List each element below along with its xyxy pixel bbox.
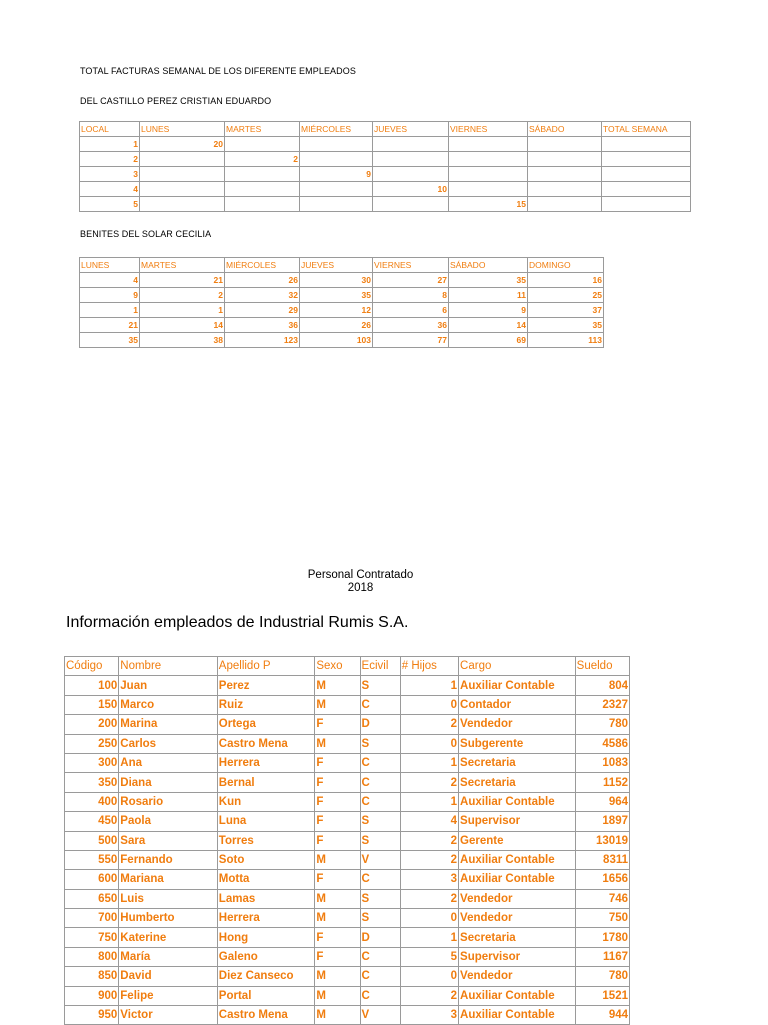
table-cell: 9 [300, 167, 373, 182]
table-cell: M [315, 695, 360, 714]
table-cell: 8311 [575, 850, 629, 869]
table-row [80, 182, 691, 197]
table-cell: C [360, 792, 400, 811]
table-cell: 1780 [575, 928, 629, 947]
table-cell [373, 137, 449, 152]
table-cell: 26 [300, 318, 373, 333]
table-cell: Kun [217, 792, 315, 811]
table-cell: 15 [449, 197, 528, 212]
table-cell: 944 [575, 1006, 629, 1025]
table-cell: Paola [119, 812, 218, 831]
table-cell: 35 [300, 288, 373, 303]
table-cell: 3 [400, 1006, 458, 1025]
table-cell: 4 [80, 273, 140, 288]
column-header: Sexo [315, 657, 360, 676]
table-cell: 1 [400, 753, 458, 772]
table-row [65, 928, 630, 947]
info-title: Información empleados de Industrial Rumis S.A. [66, 614, 409, 631]
table-cell: 2 [80, 152, 140, 167]
table-cell: 950 [65, 1006, 119, 1025]
table-cell [373, 167, 449, 182]
table-cell: Carlos [119, 734, 218, 753]
table-cell [373, 152, 449, 167]
table-cell: M [315, 850, 360, 869]
column-header: LOCAL [80, 122, 140, 137]
table-cell: 0 [400, 967, 458, 986]
table-cell: Luis [119, 889, 218, 908]
table-cell: M [315, 967, 360, 986]
table-cell: Supervisor [459, 812, 576, 831]
table-cell: Sara [119, 831, 218, 850]
table-cell: D [360, 928, 400, 947]
table-cell: 32 [225, 288, 300, 303]
table-row [65, 792, 630, 811]
table-cell: 2327 [575, 695, 629, 714]
table-cell: 1 [140, 303, 225, 318]
table-row [65, 734, 630, 753]
table-cell: 1 [400, 928, 458, 947]
table-cell: 38 [140, 333, 225, 348]
table-cell: 780 [575, 967, 629, 986]
table-cell [140, 197, 225, 212]
table-row [65, 967, 630, 986]
table-cell: 250 [65, 734, 119, 753]
table-cell: 850 [65, 967, 119, 986]
table-cell: 35 [528, 318, 604, 333]
table-cell: V [360, 850, 400, 869]
table-cell: 26 [225, 273, 300, 288]
table-cell: 29 [225, 303, 300, 318]
table-cell [225, 167, 300, 182]
table-row [65, 850, 630, 869]
table-cell: Lamas [217, 889, 315, 908]
column-header: MIÉRCOLES [225, 258, 300, 273]
table-cell: 77 [373, 333, 449, 348]
employee-name-2: BENITES DEL SOLAR CECILIA [80, 229, 212, 239]
table-cell: 16 [528, 273, 604, 288]
table-cell: 4 [400, 812, 458, 831]
table-cell: 900 [65, 986, 119, 1005]
table-cell: 1 [80, 137, 140, 152]
table-cell: C [360, 967, 400, 986]
table-cell [449, 182, 528, 197]
table-cell: Marina [119, 715, 218, 734]
table-row [65, 1006, 630, 1025]
column-header: LUNES [80, 258, 140, 273]
report-title: TOTAL FACTURAS SEMANAL DE LOS DIFERENTE EMPLEADOS [80, 66, 356, 76]
table-cell: 1656 [575, 870, 629, 889]
table-cell: C [360, 947, 400, 966]
table-cell: Portal [217, 986, 315, 1005]
table-cell: Luna [217, 812, 315, 831]
table-cell: F [315, 947, 360, 966]
table-cell: C [360, 986, 400, 1005]
table-cell: Ruiz [217, 695, 315, 714]
table-cell: F [315, 812, 360, 831]
table-cell: 1152 [575, 773, 629, 792]
table-cell: 500 [65, 831, 119, 850]
table-cell [449, 152, 528, 167]
table-cell: Diana [119, 773, 218, 792]
column-header: JUEVES [300, 258, 373, 273]
table-cell: 27 [373, 273, 449, 288]
personal-title: Personal Contratado [307, 569, 414, 581]
table-cell: Motta [217, 870, 315, 889]
invoices-table-1 [79, 121, 691, 212]
table-cell: 2 [400, 986, 458, 1005]
table-cell: 21 [80, 318, 140, 333]
table-cell: 300 [65, 753, 119, 772]
table-cell: Torres [217, 831, 315, 850]
table-cell: 1 [400, 676, 458, 695]
table-row [80, 288, 604, 303]
table-cell [602, 152, 691, 167]
table-cell: Auxiliar Contable [459, 986, 576, 1005]
table-cell: Auxiliar Contable [459, 676, 576, 695]
table-row [65, 831, 630, 850]
column-header: Código [65, 657, 119, 676]
table-cell: 2 [400, 831, 458, 850]
table-cell [140, 152, 225, 167]
table-row [65, 986, 630, 1005]
table-cell: 25 [528, 288, 604, 303]
table-cell [602, 197, 691, 212]
table-cell [373, 197, 449, 212]
table-cell: 36 [225, 318, 300, 333]
table-cell: Soto [217, 850, 315, 869]
table-cell: S [360, 889, 400, 908]
table-cell: 750 [575, 909, 629, 928]
table-cell: 200 [65, 715, 119, 734]
table-cell: Secretaria [459, 928, 576, 947]
table-cell: M [315, 734, 360, 753]
table-cell: 0 [400, 909, 458, 928]
table-cell: Gerente [459, 831, 576, 850]
table-cell: Mariana [119, 870, 218, 889]
table-cell: F [315, 831, 360, 850]
table-cell [300, 152, 373, 167]
table-cell: Galeno [217, 947, 315, 966]
table-row [80, 333, 604, 348]
table-cell: 0 [400, 734, 458, 753]
table-cell: 113 [528, 333, 604, 348]
column-header: MIÉRCOLES [300, 122, 373, 137]
table-cell [528, 197, 602, 212]
table-cell: 13019 [575, 831, 629, 850]
table-row [65, 909, 630, 928]
column-header: DOMINGO [528, 258, 604, 273]
table-row [65, 695, 630, 714]
personal-year: 2018 [347, 582, 374, 594]
employees-table [64, 656, 630, 1025]
table-cell: 746 [575, 889, 629, 908]
table-cell: Auxiliar Contable [459, 792, 576, 811]
table-cell [528, 137, 602, 152]
table-row [65, 947, 630, 966]
table-row [80, 197, 691, 212]
employee-name-1: DEL CASTILLO PEREZ CRISTIAN EDUARDO [80, 96, 272, 106]
table-cell: 0 [400, 695, 458, 714]
table-cell: 4 [80, 182, 140, 197]
table-cell: Auxiliar Contable [459, 870, 576, 889]
table-cell [528, 182, 602, 197]
table-cell: 600 [65, 870, 119, 889]
table-cell: 6 [373, 303, 449, 318]
table-row [65, 676, 630, 695]
table-cell [225, 182, 300, 197]
table-cell: Castro Mena [217, 734, 315, 753]
column-header: Apellido P [217, 657, 315, 676]
table-row [80, 303, 604, 318]
table-cell: Katerine [119, 928, 218, 947]
table-cell: 3 [80, 167, 140, 182]
column-header: Sueldo [575, 657, 629, 676]
table-cell [225, 197, 300, 212]
invoices-table-2 [79, 257, 604, 348]
table-cell [225, 137, 300, 152]
table-row [80, 273, 604, 288]
column-header: TOTAL SEMANA [602, 122, 691, 137]
table-cell: 69 [449, 333, 528, 348]
table-cell: F [315, 928, 360, 947]
table-cell: Subgerente [459, 734, 576, 753]
column-header: Cargo [459, 657, 576, 676]
table-cell: Secretaria [459, 773, 576, 792]
column-header: Nombre [119, 657, 218, 676]
table-cell: 2 [400, 773, 458, 792]
table-cell: F [315, 753, 360, 772]
column-header: JUEVES [373, 122, 449, 137]
table-cell: 4586 [575, 734, 629, 753]
table-cell: María [119, 947, 218, 966]
table-row [80, 152, 691, 167]
table-cell: Hong [217, 928, 315, 947]
table-cell: 35 [449, 273, 528, 288]
table-cell: 2 [400, 850, 458, 869]
column-header: VIERNES [449, 122, 528, 137]
table-cell: 10 [373, 182, 449, 197]
table-cell: S [360, 676, 400, 695]
table-cell: 1167 [575, 947, 629, 966]
table-cell: 20 [140, 137, 225, 152]
table-cell: Auxiliar Contable [459, 1006, 576, 1025]
table-row [65, 773, 630, 792]
table-cell: 8 [373, 288, 449, 303]
table-row [80, 318, 604, 333]
column-header: SÁBADO [528, 122, 602, 137]
table-cell: Supervisor [459, 947, 576, 966]
table-cell: C [360, 773, 400, 792]
table-cell: 1897 [575, 812, 629, 831]
table-cell: 350 [65, 773, 119, 792]
table-row [65, 812, 630, 831]
table-cell: 9 [449, 303, 528, 318]
table-cell: 21 [140, 273, 225, 288]
table-cell: 2 [400, 715, 458, 734]
table-cell: Ortega [217, 715, 315, 734]
table-cell: 5 [80, 197, 140, 212]
table-cell: 450 [65, 812, 119, 831]
table-cell: 35 [80, 333, 140, 348]
table-cell: S [360, 734, 400, 753]
table-cell: Vendedor [459, 909, 576, 928]
table-cell: V [360, 1006, 400, 1025]
table-row [80, 167, 691, 182]
table-cell: Herrera [217, 909, 315, 928]
table-cell: M [315, 986, 360, 1005]
table-cell [528, 167, 602, 182]
table-cell: Juan [119, 676, 218, 695]
table-row [65, 715, 630, 734]
table-cell: 1521 [575, 986, 629, 1005]
table-cell: 1083 [575, 753, 629, 772]
table-cell: Fernando [119, 850, 218, 869]
table-cell: 550 [65, 850, 119, 869]
header-row [80, 258, 604, 273]
table-cell: F [315, 870, 360, 889]
table-cell [300, 137, 373, 152]
table-cell [602, 167, 691, 182]
column-header: MARTES [140, 258, 225, 273]
table-cell: F [315, 792, 360, 811]
table-cell [300, 197, 373, 212]
table-cell: Herrera [217, 753, 315, 772]
table-cell: Vendedor [459, 715, 576, 734]
table-cell: Diez Canseco [217, 967, 315, 986]
table-cell: Victor [119, 1006, 218, 1025]
table-cell: Humberto [119, 909, 218, 928]
table-cell: Perez [217, 676, 315, 695]
column-header: MARTES [225, 122, 300, 137]
table-cell: M [315, 1006, 360, 1025]
table-cell: M [315, 676, 360, 695]
table-cell: 14 [140, 318, 225, 333]
table-row [80, 137, 691, 152]
table-cell: S [360, 812, 400, 831]
table-cell: Castro Mena [217, 1006, 315, 1025]
table-cell: 123 [225, 333, 300, 348]
table-cell: Vendedor [459, 967, 576, 986]
header-row [65, 657, 630, 676]
table-cell: C [360, 753, 400, 772]
table-cell: F [315, 715, 360, 734]
column-header: # Hijos [400, 657, 458, 676]
table-cell: Rosario [119, 792, 218, 811]
table-cell: 2 [225, 152, 300, 167]
table-cell: 800 [65, 947, 119, 966]
table-cell: David [119, 967, 218, 986]
table-cell: S [360, 831, 400, 850]
table-cell: 5 [400, 947, 458, 966]
table-row [65, 753, 630, 772]
table-cell [300, 182, 373, 197]
table-cell: 103 [300, 333, 373, 348]
table-cell: Auxiliar Contable [459, 850, 576, 869]
table-cell: Contador [459, 695, 576, 714]
table-cell: 400 [65, 792, 119, 811]
table-cell: 12 [300, 303, 373, 318]
table-row [65, 889, 630, 908]
table-cell: 11 [449, 288, 528, 303]
column-header: SÁBADO [449, 258, 528, 273]
personal-heading [0, 569, 721, 595]
table-cell: 1 [400, 792, 458, 811]
table-cell [140, 182, 225, 197]
table-cell: M [315, 909, 360, 928]
table-cell: 14 [449, 318, 528, 333]
table-cell [602, 137, 691, 152]
table-cell: S [360, 909, 400, 928]
table-cell: Secretaria [459, 753, 576, 772]
table-cell: 37 [528, 303, 604, 318]
table-cell: F [315, 773, 360, 792]
table-cell: 30 [300, 273, 373, 288]
table-cell: Marco [119, 695, 218, 714]
column-header: LUNES [140, 122, 225, 137]
table-cell: Ana [119, 753, 218, 772]
table-cell [528, 152, 602, 167]
table-cell: Felipe [119, 986, 218, 1005]
table-cell: 700 [65, 909, 119, 928]
header-row [80, 122, 691, 137]
table-cell: 804 [575, 676, 629, 695]
column-header: VIERNES [373, 258, 449, 273]
table-cell: 3 [400, 870, 458, 889]
table-cell: 650 [65, 889, 119, 908]
table-cell: 2 [400, 889, 458, 908]
table-cell: D [360, 715, 400, 734]
table-cell: 9 [80, 288, 140, 303]
table-row [65, 870, 630, 889]
table-cell [449, 137, 528, 152]
table-cell [449, 167, 528, 182]
table-cell: 750 [65, 928, 119, 947]
table-cell: 964 [575, 792, 629, 811]
table-cell: C [360, 870, 400, 889]
table-cell: 2 [140, 288, 225, 303]
table-cell: 150 [65, 695, 119, 714]
table-cell: 36 [373, 318, 449, 333]
table-cell: Vendedor [459, 889, 576, 908]
table-cell: Bernal [217, 773, 315, 792]
table-cell: C [360, 695, 400, 714]
table-cell [140, 167, 225, 182]
table-cell: 780 [575, 715, 629, 734]
column-header: Ecivil [360, 657, 400, 676]
table-cell [602, 182, 691, 197]
table-cell: M [315, 889, 360, 908]
table-cell: 1 [80, 303, 140, 318]
table-cell: 100 [65, 676, 119, 695]
